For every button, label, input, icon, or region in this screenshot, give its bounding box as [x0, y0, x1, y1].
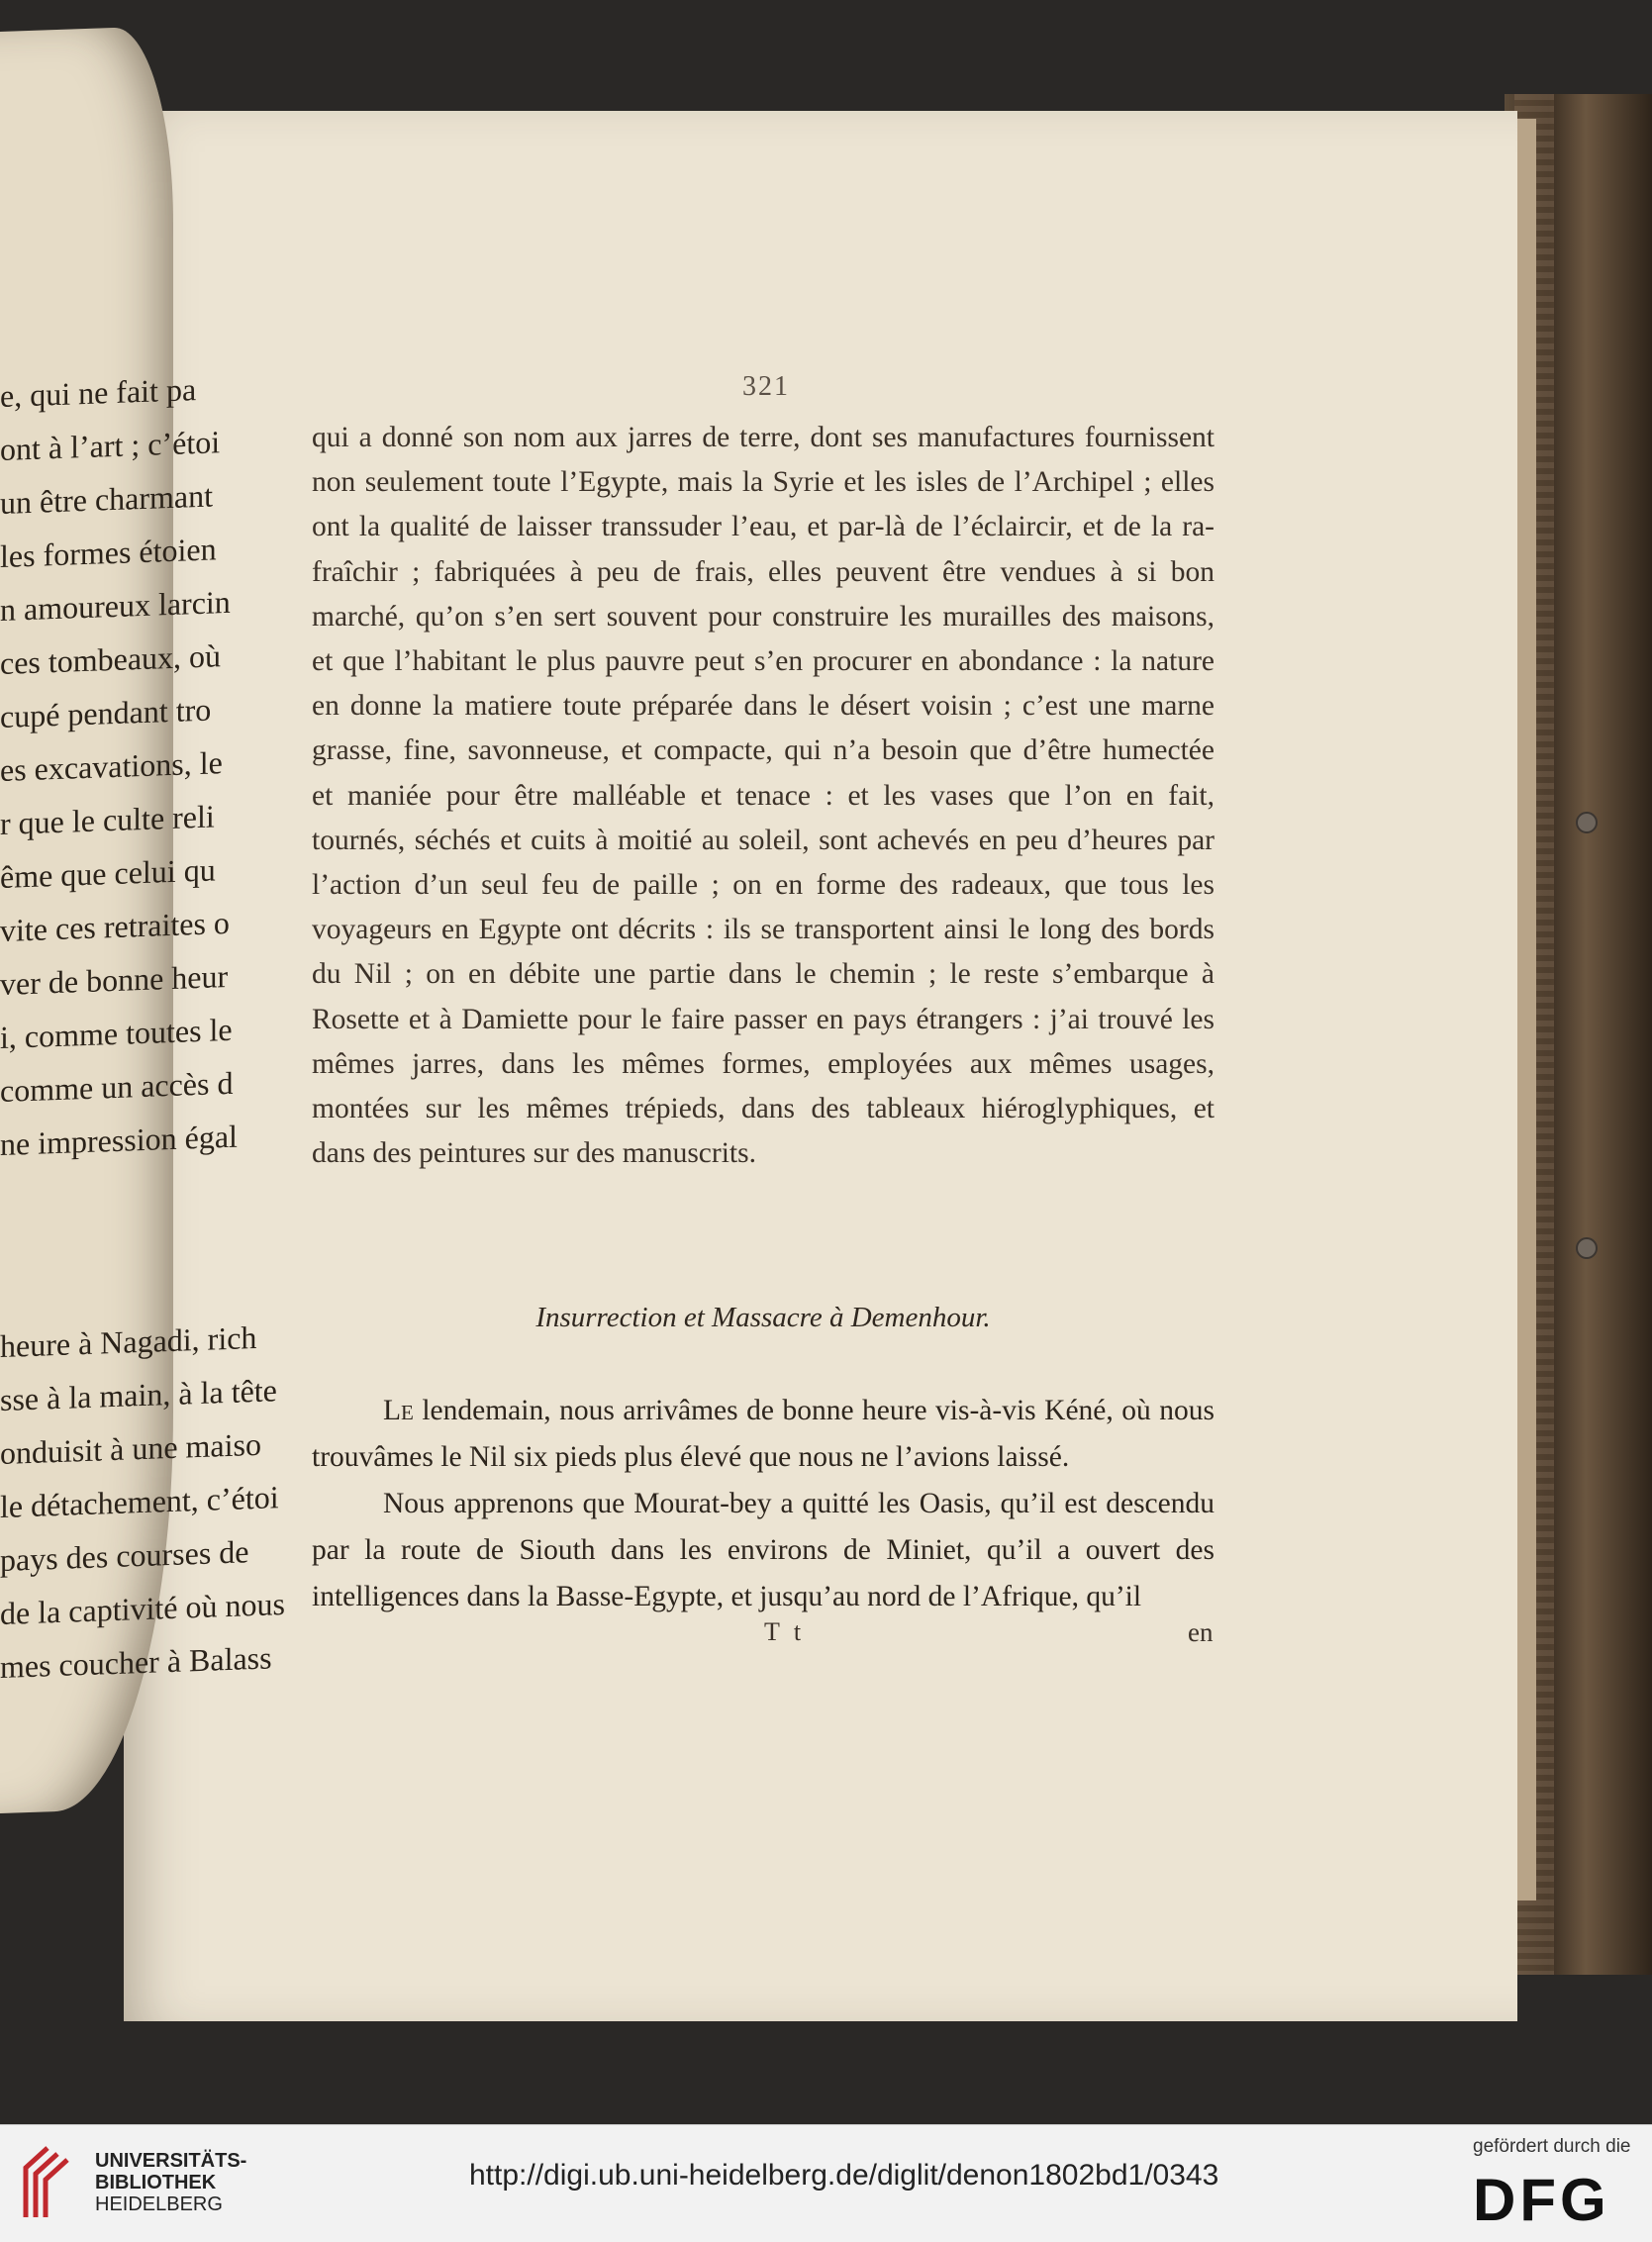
- left-text-line: le détachement, c’étoi: [0, 1479, 279, 1525]
- signature-mark: T t: [764, 1617, 806, 1646]
- text-line: montées sur les mêmes trépieds, dans des tableaux hiéroglyphiques, et: [312, 1093, 1215, 1125]
- drop-word: Le: [383, 1395, 414, 1426]
- left-text-line: pays des courses de: [0, 1533, 249, 1579]
- text-line: qui a donné son nom aux jarres de terre, dont ses manufactures fournissent: [312, 422, 1215, 453]
- left-text-line: n amoureux larcin: [0, 583, 231, 629]
- section-body: [312, 1388, 1215, 1620]
- left-text-line: cupé pendant tro: [0, 691, 212, 735]
- left-text-line: ême que celui qu: [0, 851, 216, 896]
- left-text-line: onduisit à une maiso: [0, 1425, 261, 1472]
- permalink-url[interactable]: http://digi.ub.uni-heidelberg.de/diglit/denon1802bd1/0343: [469, 2159, 1219, 2192]
- library-name-line2: BIBLIOTHEK: [95, 2172, 217, 2193]
- text-line: mêmes jarres, dans les mêmes formes, employées aux mêmes usages,: [312, 1047, 1215, 1080]
- left-text-line: r que le culte reli: [0, 798, 215, 842]
- text-line: et maniée pour être malléable et tenace : et les vases que l’on en fait,: [312, 779, 1215, 812]
- text-line: l’action d’un seul feu de paille ; on en forme des radeaux, que tous les: [312, 869, 1215, 902]
- left-text-line: de la captivité où nous: [0, 1585, 285, 1632]
- library-name-line1: UNIVERSITÄTS-: [95, 2150, 247, 2172]
- left-text-line: les formes étoien: [0, 531, 217, 575]
- left-text-line: ont à l’art ; c’étoi: [0, 424, 221, 468]
- left-text-line: un être charmant: [0, 477, 213, 522]
- text-line: et que l’habitant le plus pauvre peut s’en procurer en abondance : la nature: [312, 645, 1215, 678]
- paragraph-2: Nous apprenons que Mourat-bey a quitté les Oasis, qu’il est descendu par la route de Siouth dans les environs de Miniet, qu’il a ouvert des intelligences dans la Basse-Egypte, et jusqu’au nord de l’Afrique, qu’il: [312, 1488, 1215, 1612]
- funding-label: gefördert durch die: [1473, 2136, 1631, 2157]
- pin-icon: [1576, 812, 1598, 833]
- paragraph-1: [312, 1388, 1215, 1481]
- text-line: tournés, séchés et cuits à moitié au soleil, sont achevés en peu d’heures par: [312, 824, 1215, 856]
- left-text-line: sse à la main, à la tête: [0, 1372, 277, 1418]
- text-line: grasse, fine, savonneuse, et compacte, qui n’a besoin que d’être humectée: [312, 734, 1215, 767]
- left-text-line: ces tombeaux, où: [0, 637, 222, 682]
- library-logo-icon: [18, 2138, 81, 2225]
- spacer: [0, 1174, 173, 1330]
- section-title: Insurrection et Massacre à Demenhour.: [535, 1302, 991, 1333]
- left-text-line: heure à Nagadi, rich: [0, 1318, 257, 1365]
- library-name-line3: HEIDELBERG: [95, 2193, 223, 2215]
- text-line: Rosette et à Damiette pour le faire passer en pays étrangers : j’ai trouvé les: [312, 1003, 1215, 1035]
- left-text-line: e, qui ne fait pa: [0, 371, 197, 415]
- text-line: non seulement toute l’Egypte, mais la Syrie et les isles de l’Archipel ; elles: [312, 466, 1215, 499]
- book-edge: [1514, 119, 1536, 1901]
- text-line: voyageurs en Egypte ont décrits : ils se transportent ainsi le long des bords: [312, 914, 1215, 946]
- paragraph-1-text: lendemain, nous arrivâmes de bonne heure vis-à-vis Kéné, où nous trouvâmes le Nil six pieds plus élevé que nous ne l’avions laissé.: [312, 1395, 1215, 1473]
- left-text-line: comme un accès d: [0, 1064, 234, 1110]
- text-line: marché, qu’on s’en sert souvent pour construire les murailles des maisons,: [312, 600, 1215, 633]
- catchword: en: [1188, 1617, 1214, 1647]
- dfg-logo[interactable]: DFG: [1473, 2167, 1610, 2233]
- text-line: fraîchir ; fabriquées à peu de frais, elles peuvent être vendues à si bon: [312, 555, 1215, 588]
- page-number: 321: [742, 371, 790, 402]
- text-line: en donne la matiere toute préparée dans le désert voisin ; c’est une marne: [312, 690, 1215, 723]
- text-line: du Nil ; on en débite une partie dans le chemin ; le reste s’embarque à: [312, 958, 1215, 991]
- left-page: [0, 26, 285, 1815]
- left-text-line: ne impression égal: [0, 1118, 238, 1163]
- pin-icon: [1576, 1237, 1598, 1259]
- left-text-line: vite ces retraites o: [0, 904, 230, 949]
- body-paragraph: [312, 416, 1215, 1176]
- text-line: dans des peintures sur des manuscrits.: [312, 1137, 756, 1170]
- left-text-line: ver de bonne heur: [0, 957, 229, 1003]
- left-text-line: i, comme toutes le: [0, 1011, 233, 1056]
- left-page-text: [0, 371, 285, 1705]
- left-text-line: mes coucher à Balass: [0, 1639, 272, 1686]
- left-text-line: es excavations, le: [0, 744, 223, 789]
- text-line: ont la qualité de laisser transsuder l’eau, et par-là de l’éclaircir, et de la ra-: [312, 511, 1215, 543]
- library-name[interactable]: [95, 2150, 246, 2215]
